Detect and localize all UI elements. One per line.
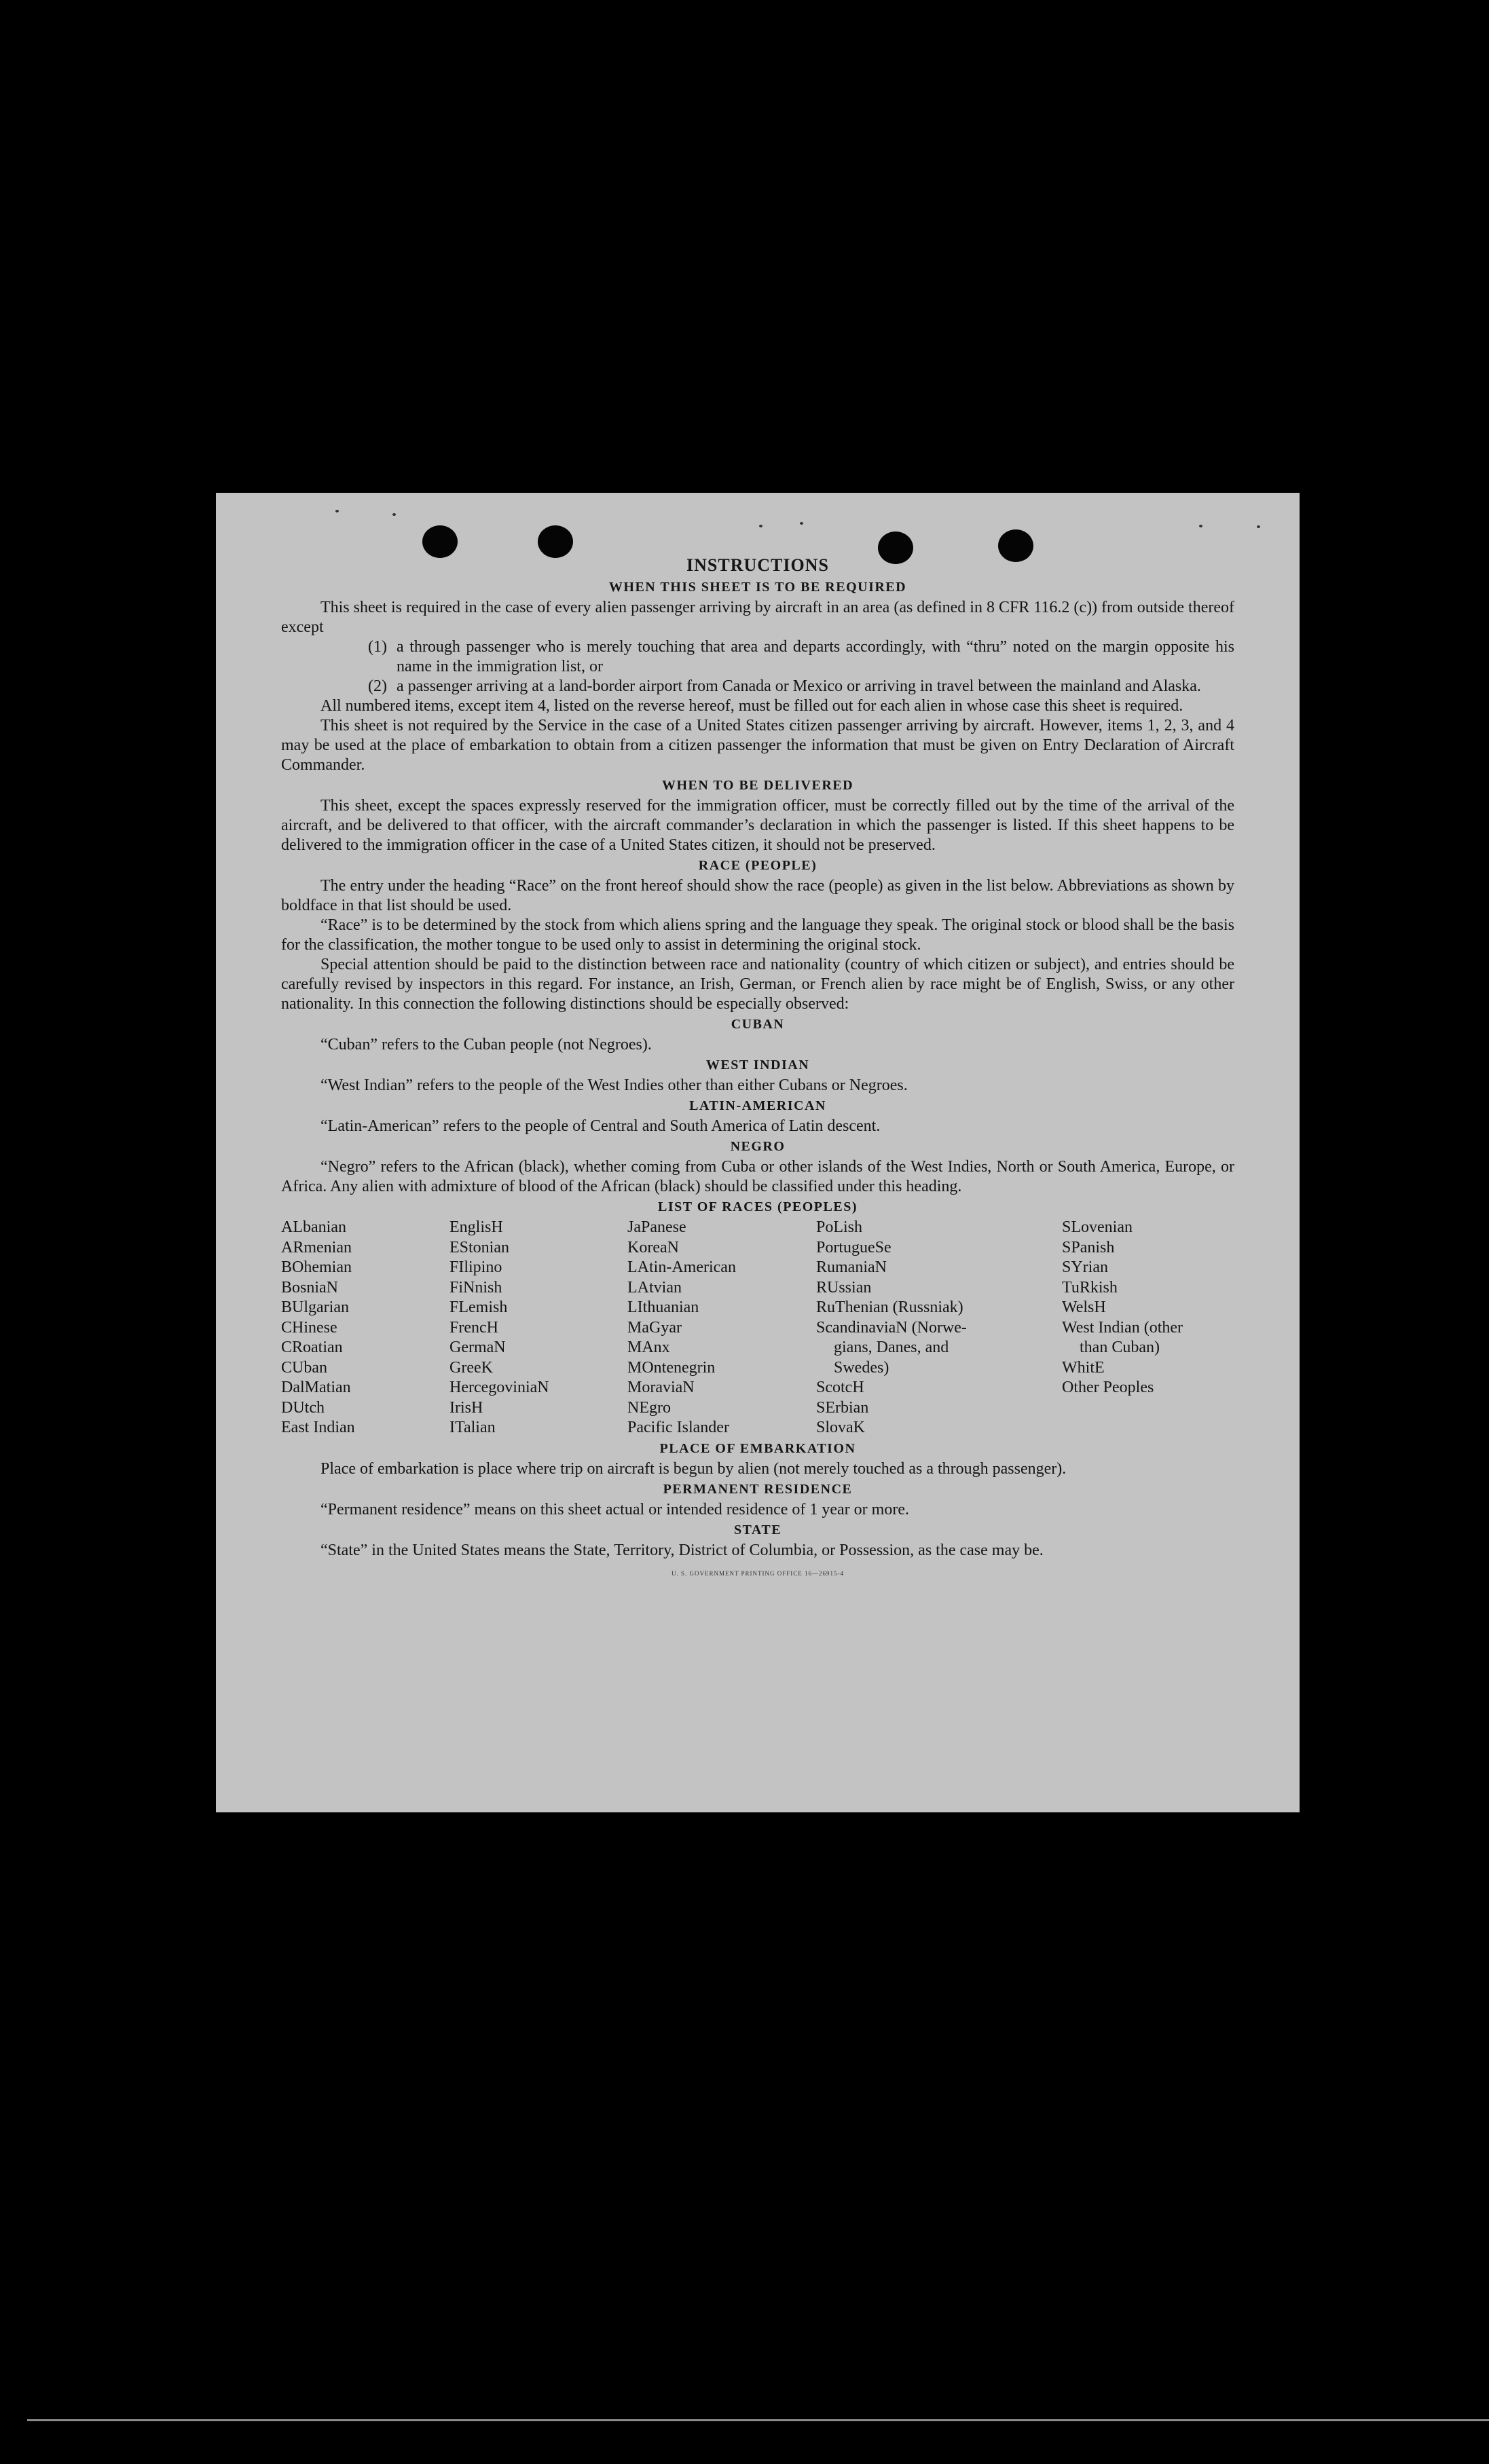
race-entry: FrencH [449, 1318, 498, 1337]
printing-office-footer: U. S. GOVERNMENT PRINTING OFFICE 16—26915-4 [671, 1569, 845, 1577]
race-entry: than Cuban) [1080, 1339, 1160, 1356]
speck [800, 522, 803, 525]
punch-hole-3 [878, 531, 913, 564]
heading-permanent-residence: PERMANENT RESIDENCE [663, 1481, 853, 1497]
race-entry: FiNnish [449, 1278, 502, 1296]
heading-west-indian: WEST INDIAN [705, 1058, 810, 1072]
heading-state: STATE [733, 1522, 782, 1537]
paragraph: This sheet, except the spaces expressly reserved for the immigration officer, must be correctly filled out by the time of the arrival of the aircraft, and be delivered to that officer, with the aircraft commander’s declaration in which the passenger is listed. If this sheet happens to be delivered to the immigration officer in the case of a United States citizen, it should not be preserved. [281, 797, 1234, 854]
paragraph: “Cuban” refers to the Cuban people (not Negroes). [320, 1036, 652, 1053]
race-entry: KoreaN [627, 1238, 679, 1256]
heading-when-delivered: WHEN TO BE DELIVERED [661, 778, 854, 793]
paragraph: “Permanent residence” means on this sheet actual or intended residence of 1 year or more. [320, 1500, 909, 1518]
race-entry: TuRkish [1062, 1278, 1118, 1296]
race-list [281, 1218, 1234, 1438]
race-entry: LIthuanian [627, 1299, 699, 1316]
race-entry: WhitE [1062, 1358, 1105, 1377]
race-entry: HercegoviniaN [449, 1379, 549, 1396]
punch-hole-4 [998, 529, 1033, 562]
heading-cuban: CUBAN [731, 1017, 785, 1032]
paragraph: “West Indian” refers to the people of the West Indies other than either Cubans or Negroes. [320, 1077, 908, 1094]
race-entry: ScotcH [816, 1379, 864, 1396]
heading-negro: NEGRO [730, 1139, 786, 1154]
speck [392, 513, 396, 516]
race-entry: CUban [281, 1358, 327, 1377]
race-entry: FIlipino [449, 1258, 502, 1276]
race-entry: SLovenian [1062, 1218, 1133, 1236]
exception-item-1: (1) a through passenger who is merely touching that area and departs accordingly, with “thru” noted on the margin opposite his name in the immigration list, or [368, 638, 1234, 675]
race-entry: GermaN [449, 1339, 506, 1356]
race-entry: DalMatian [281, 1379, 351, 1396]
instruction-sheet [216, 493, 1300, 1812]
race-entry: CHinese [281, 1318, 337, 1337]
race-entry: WelsH [1062, 1299, 1106, 1316]
race-column-3 [627, 1218, 816, 1438]
race-entry: East Indian [281, 1419, 355, 1436]
race-entry: BUlgarian [281, 1299, 349, 1316]
race-entry: PoLish [816, 1218, 863, 1236]
race-entry: ARmenian [281, 1238, 352, 1256]
race-entry: FLemish [449, 1299, 508, 1316]
race-entry: IrisH [449, 1398, 483, 1417]
race-entry: NEgro [627, 1398, 671, 1417]
race-entry: RUssian [816, 1278, 872, 1296]
race-entry: BosniaN [281, 1278, 338, 1296]
speck [1257, 525, 1260, 528]
race-entry: EnglisH [449, 1218, 503, 1236]
heading-embarkation: PLACE OF EMBARKATION [659, 1440, 856, 1456]
race-column-4 [816, 1218, 1062, 1438]
race-entry: Other Peoples [1062, 1379, 1154, 1396]
race-entry: ScandinaviaN (Norwe- [816, 1318, 967, 1337]
heading-latin-american: LATIN-AMERICAN [689, 1098, 826, 1113]
paragraph: The entry under the heading “Race” on the front hereof should show the race (people) as given in the list below. Abbreviations as shown by boldface in that list should be used. [281, 877, 1234, 914]
race-entry: West Indian (other [1062, 1318, 1183, 1337]
race-entry: MAnx [627, 1339, 670, 1356]
paragraph: This sheet is not required by the Service in the case of a United States citizen passenger arriving by aircraft. However, items 1, 2, 3, and 4 may be used at the place of embarkation to obtain from a citizen passenger the information that must be given on Entry Declaration of Aircraft Commander. [281, 717, 1234, 774]
race-column-1 [281, 1218, 449, 1438]
paragraph: This sheet is required in the case of every alien passenger arriving by aircraft in an area (as defined in 8 CFR 116.2 (c)) from outside thereof except [281, 599, 1234, 636]
race-entry: RuThenian (Russniak) [816, 1299, 963, 1316]
speck [1199, 525, 1202, 527]
race-entry: BOhemian [281, 1258, 352, 1276]
race-entry: LAtin-American [627, 1258, 736, 1276]
speck [759, 525, 762, 527]
race-entry: SYrian [1062, 1258, 1108, 1276]
paragraph: “Negro” refers to the African (black), whether coming from Cuba or other islands of the West Indies, North or South America, Europe, or Africa. Any alien with admixture of blood of the African (black) should be classified under this heading. [281, 1158, 1234, 1195]
race-entry: Swedes) [834, 1358, 889, 1377]
race-entry: EStonian [449, 1238, 509, 1256]
race-entry: SPanish [1062, 1238, 1115, 1256]
page-title: INSTRUCTIONS [686, 555, 829, 575]
race-entry: RumaniaN [816, 1258, 887, 1276]
heading-when-required: WHEN THIS SHEET IS TO BE REQUIRED [608, 580, 907, 595]
heading-list-of-races: LIST OF RACES (PEOPLES) [657, 1199, 858, 1214]
race-entry: GreeK [449, 1358, 493, 1377]
paragraph: Special attention should be paid to the distinction between race and nationality (country of which citizen or subject), and entries should be carefully revised by inspectors in this regard. For instance, an Irish, German, or French alien by race might be of English, Swiss, or any other nationality. In this connection the following distinctions should be especially observed: [281, 956, 1234, 1013]
race-column-5 [1062, 1218, 1232, 1438]
race-entry: MoraviaN [627, 1379, 695, 1396]
race-entry: ALbanian [281, 1218, 346, 1236]
race-entry: PortugueSe [816, 1238, 891, 1256]
race-entry: CRoatian [281, 1339, 343, 1356]
paragraph: Place of embarkation is place where trip on aircraft is begun by alien (not merely touched as a through passenger). [320, 1459, 1067, 1478]
paragraph: “State” in the United States means the State, Territory, District of Columbia, or Possession, as the case may be. [320, 1541, 1044, 1559]
race-entry: DUtch [281, 1398, 325, 1417]
exception-item-2: (2) a passenger arriving at a land-border airport from Canada or Mexico or arriving in travel between the mainland and Alaska. [368, 677, 1201, 695]
race-entry: SErbian [816, 1398, 869, 1417]
paragraph: All numbered items, except item 4, listed on the reverse hereof, must be filled out for each alien in whose case this sheet is required. [320, 697, 1183, 715]
race-entry: Pacific Islander [627, 1419, 729, 1436]
paragraph: “Race” is to be determined by the stock from which aliens spring and the language they speak. The original stock or blood shall be the basis for the classification, the mother tongue to be used only to assist in determining the original stock. [281, 916, 1234, 954]
paragraph: “Latin-American” refers to the people of Central and South America of Latin descent. [320, 1117, 881, 1135]
race-entry: gians, Danes, and [834, 1339, 949, 1356]
punch-hole-2 [538, 525, 573, 558]
race-entry: MaGyar [627, 1318, 682, 1337]
heading-race: RACE (PEOPLE) [698, 858, 817, 873]
scan-edge-line [27, 2419, 1489, 2421]
race-entry: MOntenegrin [627, 1358, 716, 1377]
punch-hole-1 [422, 525, 458, 558]
race-entry: JaPanese [627, 1218, 686, 1236]
speck [335, 510, 339, 512]
race-entry: LAtvian [627, 1278, 682, 1296]
race-entry: SlovaK [816, 1419, 865, 1436]
race-entry: ITalian [449, 1419, 496, 1436]
race-column-2 [449, 1218, 627, 1438]
